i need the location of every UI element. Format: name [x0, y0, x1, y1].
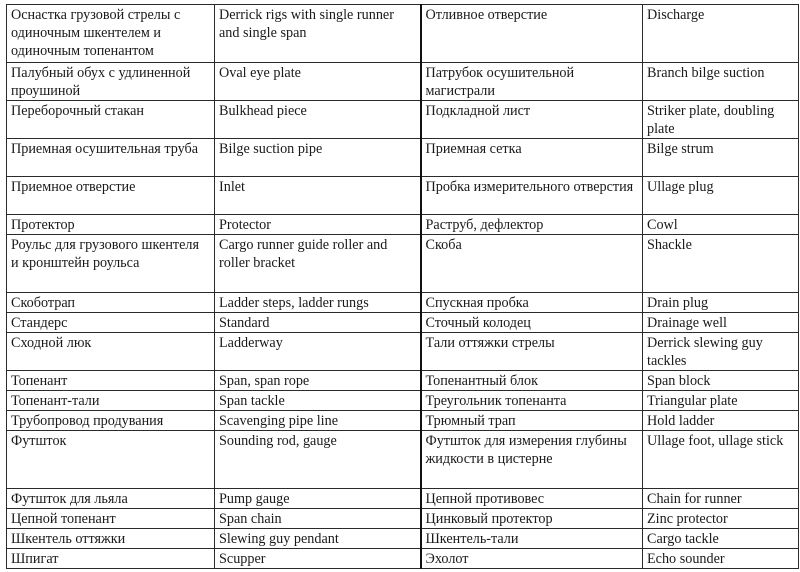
- term-english-cell: Span block: [643, 371, 799, 391]
- table-row: [7, 411, 799, 431]
- term-english-cell: Bilge suction pipe: [215, 139, 421, 177]
- term-russian-cell: Протектор: [7, 215, 215, 235]
- term-english-cell: Ladderway: [215, 333, 421, 371]
- term-english-cell: Zinc protector: [643, 509, 799, 529]
- term-russian-cell: Футшток для измерения глубины жидкости в цистерне: [421, 431, 643, 489]
- term-russian-cell: Сходной люк: [7, 333, 215, 371]
- term-russian-cell: Топенант: [7, 371, 215, 391]
- term-russian-cell: Палубный обух с удлиненной проушиной: [7, 63, 215, 101]
- term-english-cell: Bilge strum: [643, 139, 799, 177]
- glossary-table: [6, 4, 799, 569]
- term-english-cell: Pump gauge: [215, 489, 421, 509]
- term-english-cell: Cargo tackle: [643, 529, 799, 549]
- term-russian-cell: Подкладной лист: [421, 101, 643, 139]
- term-russian-cell: Топенант-тали: [7, 391, 215, 411]
- table-row: [7, 529, 799, 549]
- term-russian-cell: Футшток для льяла: [7, 489, 215, 509]
- term-russian-cell: Трубопровод продувания: [7, 411, 215, 431]
- term-english-cell: Span, span rope: [215, 371, 421, 391]
- term-russian-cell: Отливное отверстие: [421, 5, 643, 63]
- term-english-cell: Shackle: [643, 235, 799, 293]
- term-english-cell: Branch bilge suction: [643, 63, 799, 101]
- term-english-cell: Span tackle: [215, 391, 421, 411]
- term-russian-cell: Эхолот: [421, 549, 643, 569]
- term-russian-cell: Сточный колодец: [421, 313, 643, 333]
- term-english-cell: Discharge: [643, 5, 799, 63]
- table-row: [7, 235, 799, 293]
- term-english-cell: Sounding rod, gauge: [215, 431, 421, 489]
- term-english-cell: Standard: [215, 313, 421, 333]
- term-russian-cell: Раструб, дефлектор: [421, 215, 643, 235]
- term-english-cell: Derrick rigs with single runner and single span: [215, 5, 421, 63]
- term-english-cell: Striker plate, doubling plate: [643, 101, 799, 139]
- term-russian-cell: Трюмный трап: [421, 411, 643, 431]
- table-row: [7, 313, 799, 333]
- table-row: [7, 431, 799, 489]
- term-russian-cell: Приемное отверстие: [7, 177, 215, 215]
- term-english-cell: Oval eye plate: [215, 63, 421, 101]
- term-english-cell: Drainage well: [643, 313, 799, 333]
- term-english-cell: Chain for runner: [643, 489, 799, 509]
- term-english-cell: Scupper: [215, 549, 421, 569]
- term-english-cell: Cargo runner guide roller and roller bracket: [215, 235, 421, 293]
- term-russian-cell: Цинковый протектор: [421, 509, 643, 529]
- term-english-cell: Ullage plug: [643, 177, 799, 215]
- term-english-cell: Slewing guy pendant: [215, 529, 421, 549]
- term-russian-cell: Топенантный блок: [421, 371, 643, 391]
- table-row: [7, 5, 799, 63]
- term-english-cell: Protector: [215, 215, 421, 235]
- table-row: [7, 293, 799, 313]
- term-english-cell: Drain plug: [643, 293, 799, 313]
- table-row: [7, 489, 799, 509]
- table-row: [7, 391, 799, 411]
- term-russian-cell: Треугольник топенанта: [421, 391, 643, 411]
- term-english-cell: Ullage foot, ullage stick: [643, 431, 799, 489]
- table-row: [7, 509, 799, 529]
- table-row: [7, 371, 799, 391]
- table-row: [7, 101, 799, 139]
- term-russian-cell: Скоба: [421, 235, 643, 293]
- term-english-cell: Hold ladder: [643, 411, 799, 431]
- term-russian-cell: Скоботрап: [7, 293, 215, 313]
- term-english-cell: Scavenging pipe line: [215, 411, 421, 431]
- term-english-cell: Derrick slewing guy tackles: [643, 333, 799, 371]
- table-row: [7, 333, 799, 371]
- term-russian-cell: Патрубок осушительной магистрали: [421, 63, 643, 101]
- term-english-cell: Span chain: [215, 509, 421, 529]
- term-english-cell: Ladder steps, ladder rungs: [215, 293, 421, 313]
- term-english-cell: Echo sounder: [643, 549, 799, 569]
- term-russian-cell: Шкентель оттяжки: [7, 529, 215, 549]
- term-russian-cell: Роульс для грузового шкентеля и кронштейн роульса: [7, 235, 215, 293]
- term-russian-cell: Пробка измерительного отверстия: [421, 177, 643, 215]
- table-row: [7, 139, 799, 177]
- table-row: [7, 549, 799, 569]
- term-russian-cell: Шкентель-тали: [421, 529, 643, 549]
- term-english-cell: Inlet: [215, 177, 421, 215]
- term-russian-cell: Оснастка грузовой стрелы с одиночным шкентелем и одиночным топенантом: [7, 5, 215, 63]
- glossary-body: [7, 5, 799, 569]
- term-russian-cell: Цепной топенант: [7, 509, 215, 529]
- term-russian-cell: Переборочный стакан: [7, 101, 215, 139]
- term-russian-cell: Спускная пробка: [421, 293, 643, 313]
- table-row: [7, 177, 799, 215]
- term-russian-cell: Стандерс: [7, 313, 215, 333]
- term-russian-cell: Шпигат: [7, 549, 215, 569]
- term-russian-cell: Футшток: [7, 431, 215, 489]
- term-english-cell: Triangular plate: [643, 391, 799, 411]
- term-english-cell: Bulkhead piece: [215, 101, 421, 139]
- table-row: [7, 63, 799, 101]
- term-russian-cell: Приемная осушительная труба: [7, 139, 215, 177]
- term-russian-cell: Цепной противовес: [421, 489, 643, 509]
- term-english-cell: Cowl: [643, 215, 799, 235]
- table-row: [7, 215, 799, 235]
- term-russian-cell: Приемная сетка: [421, 139, 643, 177]
- term-russian-cell: Тали оттяжки стрелы: [421, 333, 643, 371]
